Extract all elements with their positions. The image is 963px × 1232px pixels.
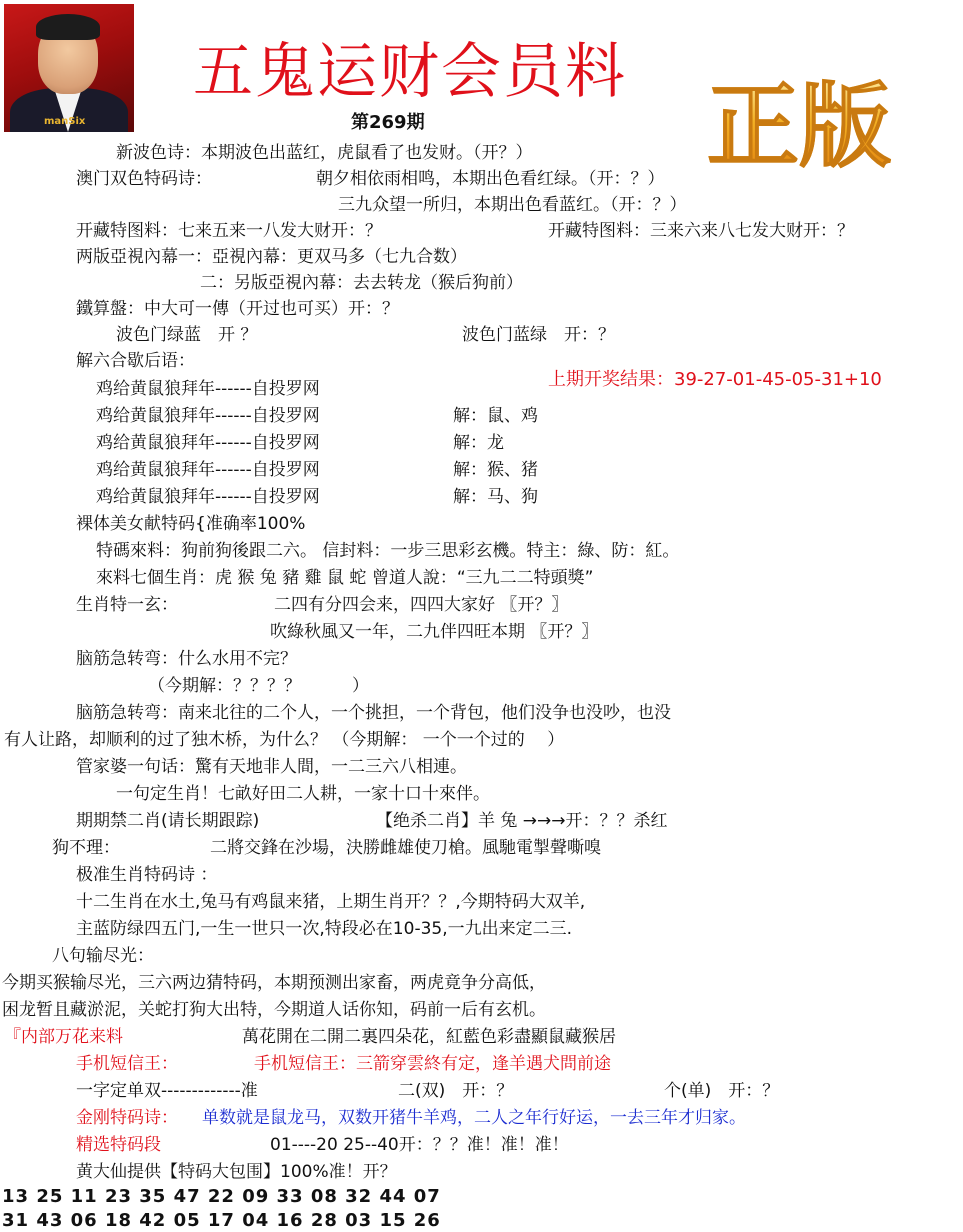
eight-lines-heading: 八句输尽光： xyxy=(52,946,154,966)
last-draw-result: 上期开奖结果：39-27-01-45-05-31+10 xyxy=(548,369,882,390)
selected-range-value: 01----20 25--40开：？？准！准！准！ xyxy=(270,1135,569,1155)
wave-color-poem: 新波色诗：本期波色出蓝红，虎鼠看了也发财。（开？） xyxy=(116,143,533,163)
seven-zodiacs: 來料七個生肖：虎 猴 兔 豬 雞 鼠 蛇 曾道人說：“三九二二特頭獎” xyxy=(96,568,594,588)
housekeeper-saying: 管家婆一句话：驚有天地非人間，一二三六八相連。 xyxy=(76,757,467,777)
one-line-zodiac: 一句定生肖！七畝好田二人耕，一家十口十來伴。 xyxy=(116,784,490,804)
issue-number: 第269期 xyxy=(351,112,425,133)
wave-door-b: 波色门蓝绿 开：？ xyxy=(462,325,615,345)
banned-zodiac-value: 【绝杀二肖】羊 兔 →→→开：？？杀红 xyxy=(376,811,668,831)
brain-teaser-2-line1: 脑筋急转弯：南来北往的二个人，一个挑担，一个背包，他们没争也没吵，也没 xyxy=(76,703,671,723)
wave-door-a: 波色门绿蓝 开 ？ xyxy=(116,325,258,345)
dog-ignore-label: 狗不理： xyxy=(52,838,120,858)
riddle-answer: 解：龙 xyxy=(453,433,504,453)
sms-king-label: 手机短信王： xyxy=(76,1054,178,1074)
special-code-material: 特碼來料：狗前狗後跟二六。 信封料：一步三思彩玄機。特主：綠、防：紅。 xyxy=(96,541,680,561)
precise-zodiac-line2: 主蓝防绿四五门,一生一世只一次,特段必在10-35,一九出来定二三. xyxy=(76,919,573,939)
number-list-2: 31 43 06 18 42 05 17 04 16 28 03 15 26 xyxy=(2,1210,441,1231)
odd-even-label: 一字定单双-------------准 xyxy=(76,1081,258,1101)
macau-poem-line1: 朝夕相依雨相鸣，本期出色看红绿。（开：？） xyxy=(316,169,665,189)
precise-zodiac-line1: 十二生肖在水土,兔马有鸡鼠来猪，上期生肖开？？,今期特码大双羊, xyxy=(76,892,586,912)
brain-teaser-2-line2: 有人让路，却顺利的过了独木桥，为什么？ （今期解： 一个一个过的 ） xyxy=(4,730,565,750)
atv-inside-2: 二：另版亞視內幕：去去转龙（猴后狗前） xyxy=(200,273,523,293)
riddle-row: 鸡给黄鼠狼拜年------自投罗网 xyxy=(96,487,320,507)
number-list-1: 13 25 11 23 35 47 22 09 33 08 32 44 07 xyxy=(2,1186,441,1207)
diamond-poem-text: 单数就是鼠龙马，双数开猪牛羊鸡，二人之年行好运，一去三年才归家。 xyxy=(202,1108,746,1128)
macau-poem-label: 澳门双色特码诗： xyxy=(76,169,212,189)
zodiac-mystery-label: 生肖特一玄： xyxy=(76,595,178,615)
authentic-stamp: 正版 xyxy=(707,73,892,180)
riddle-row: 鸡给黄鼠狼拜年------自投罗网 xyxy=(96,379,320,399)
eight-lines-2: 困龙暂且藏淤泥，关蛇打狗大出特，今期道人话你知，码前一后有玄机。 xyxy=(2,1000,546,1020)
special-picture-a: 开藏特图料：七来五来一八发大财开：？ xyxy=(76,221,382,241)
riddle-answer: 解：鼠、鸡 xyxy=(453,406,538,426)
riddle-row: 鸡给黄鼠狼拜年------自投罗网 xyxy=(96,406,320,426)
brain-teaser-1: 脑筋急转弯：什么水用不完？ xyxy=(76,649,297,669)
banned-zodiac-label: 期期禁二肖(请长期跟踪) xyxy=(76,811,260,831)
photo-caption: manSix xyxy=(44,116,86,127)
flower-material-label: 『内部万花来料 xyxy=(4,1027,123,1047)
selected-range-label: 精选特码段 xyxy=(76,1135,161,1155)
accuracy-line: 裸体美女献特码{准确率100% xyxy=(76,514,306,534)
flower-material-text: 萬花開在二開二裏四朵花，紅藍色彩盡顯鼠藏猴居 xyxy=(242,1027,616,1047)
precise-zodiac-heading: 极准生肖特码诗 ： xyxy=(76,865,218,885)
iron-abacus: 鐵算盤：中大可一傳（开过也可买）开：？ xyxy=(76,299,399,319)
atv-inside-1: 两版亞視內幕一：亞視內幕：更双马多（七九合数） xyxy=(76,247,467,267)
dog-ignore-poem: 二將交鋒在沙場，決勝雌雄使刀槍。風馳電掣聲嘶嗅 xyxy=(210,838,601,858)
riddle-answer: 解：马、狗 xyxy=(453,487,538,507)
riddle-heading: 解六合歇后语： xyxy=(76,351,195,371)
brain-teaser-1-answer: （今期解：？？？？ ） xyxy=(148,676,369,696)
macau-poem-line2: 三九众望一所归，本期出色看蓝红。（开：？） xyxy=(338,195,687,215)
riddle-answer: 解：猴、猪 xyxy=(453,460,538,480)
portrait-photo xyxy=(4,4,134,132)
sms-king-text: 手机短信王：三箭穿雲終有定，逢羊遇犬問前途 xyxy=(254,1054,611,1074)
wong-tai-sin-line: 黄大仙提供【特码大包围】100%准！开？ xyxy=(76,1162,397,1182)
eight-lines-1: 今期买猴输尽光，三六两边猜特码，本期预测出家畜，两虎竟争分高低， xyxy=(2,973,546,993)
diamond-poem-label: 金刚特码诗： xyxy=(76,1108,178,1128)
odd-result: 个(单) 开：？ xyxy=(664,1081,780,1101)
even-result: 二(双) 开：？ xyxy=(398,1081,514,1101)
riddle-row: 鸡给黄鼠狼拜年------自投罗网 xyxy=(96,460,320,480)
zodiac-mystery-line2: 吹綠秋風又一年，二九伴四旺本期 〖开？〗 xyxy=(270,622,599,642)
special-picture-b: 开藏特图料：三来六来八七发大财开：？ xyxy=(548,221,854,241)
page-title: 五鬼运财会员料 xyxy=(193,37,627,107)
zodiac-mystery-line1: 二四有分四会来，四四大家好 〖开？〗 xyxy=(274,595,569,615)
riddle-row: 鸡给黄鼠狼拜年------自投罗网 xyxy=(96,433,320,453)
portrait-hair xyxy=(36,14,100,40)
